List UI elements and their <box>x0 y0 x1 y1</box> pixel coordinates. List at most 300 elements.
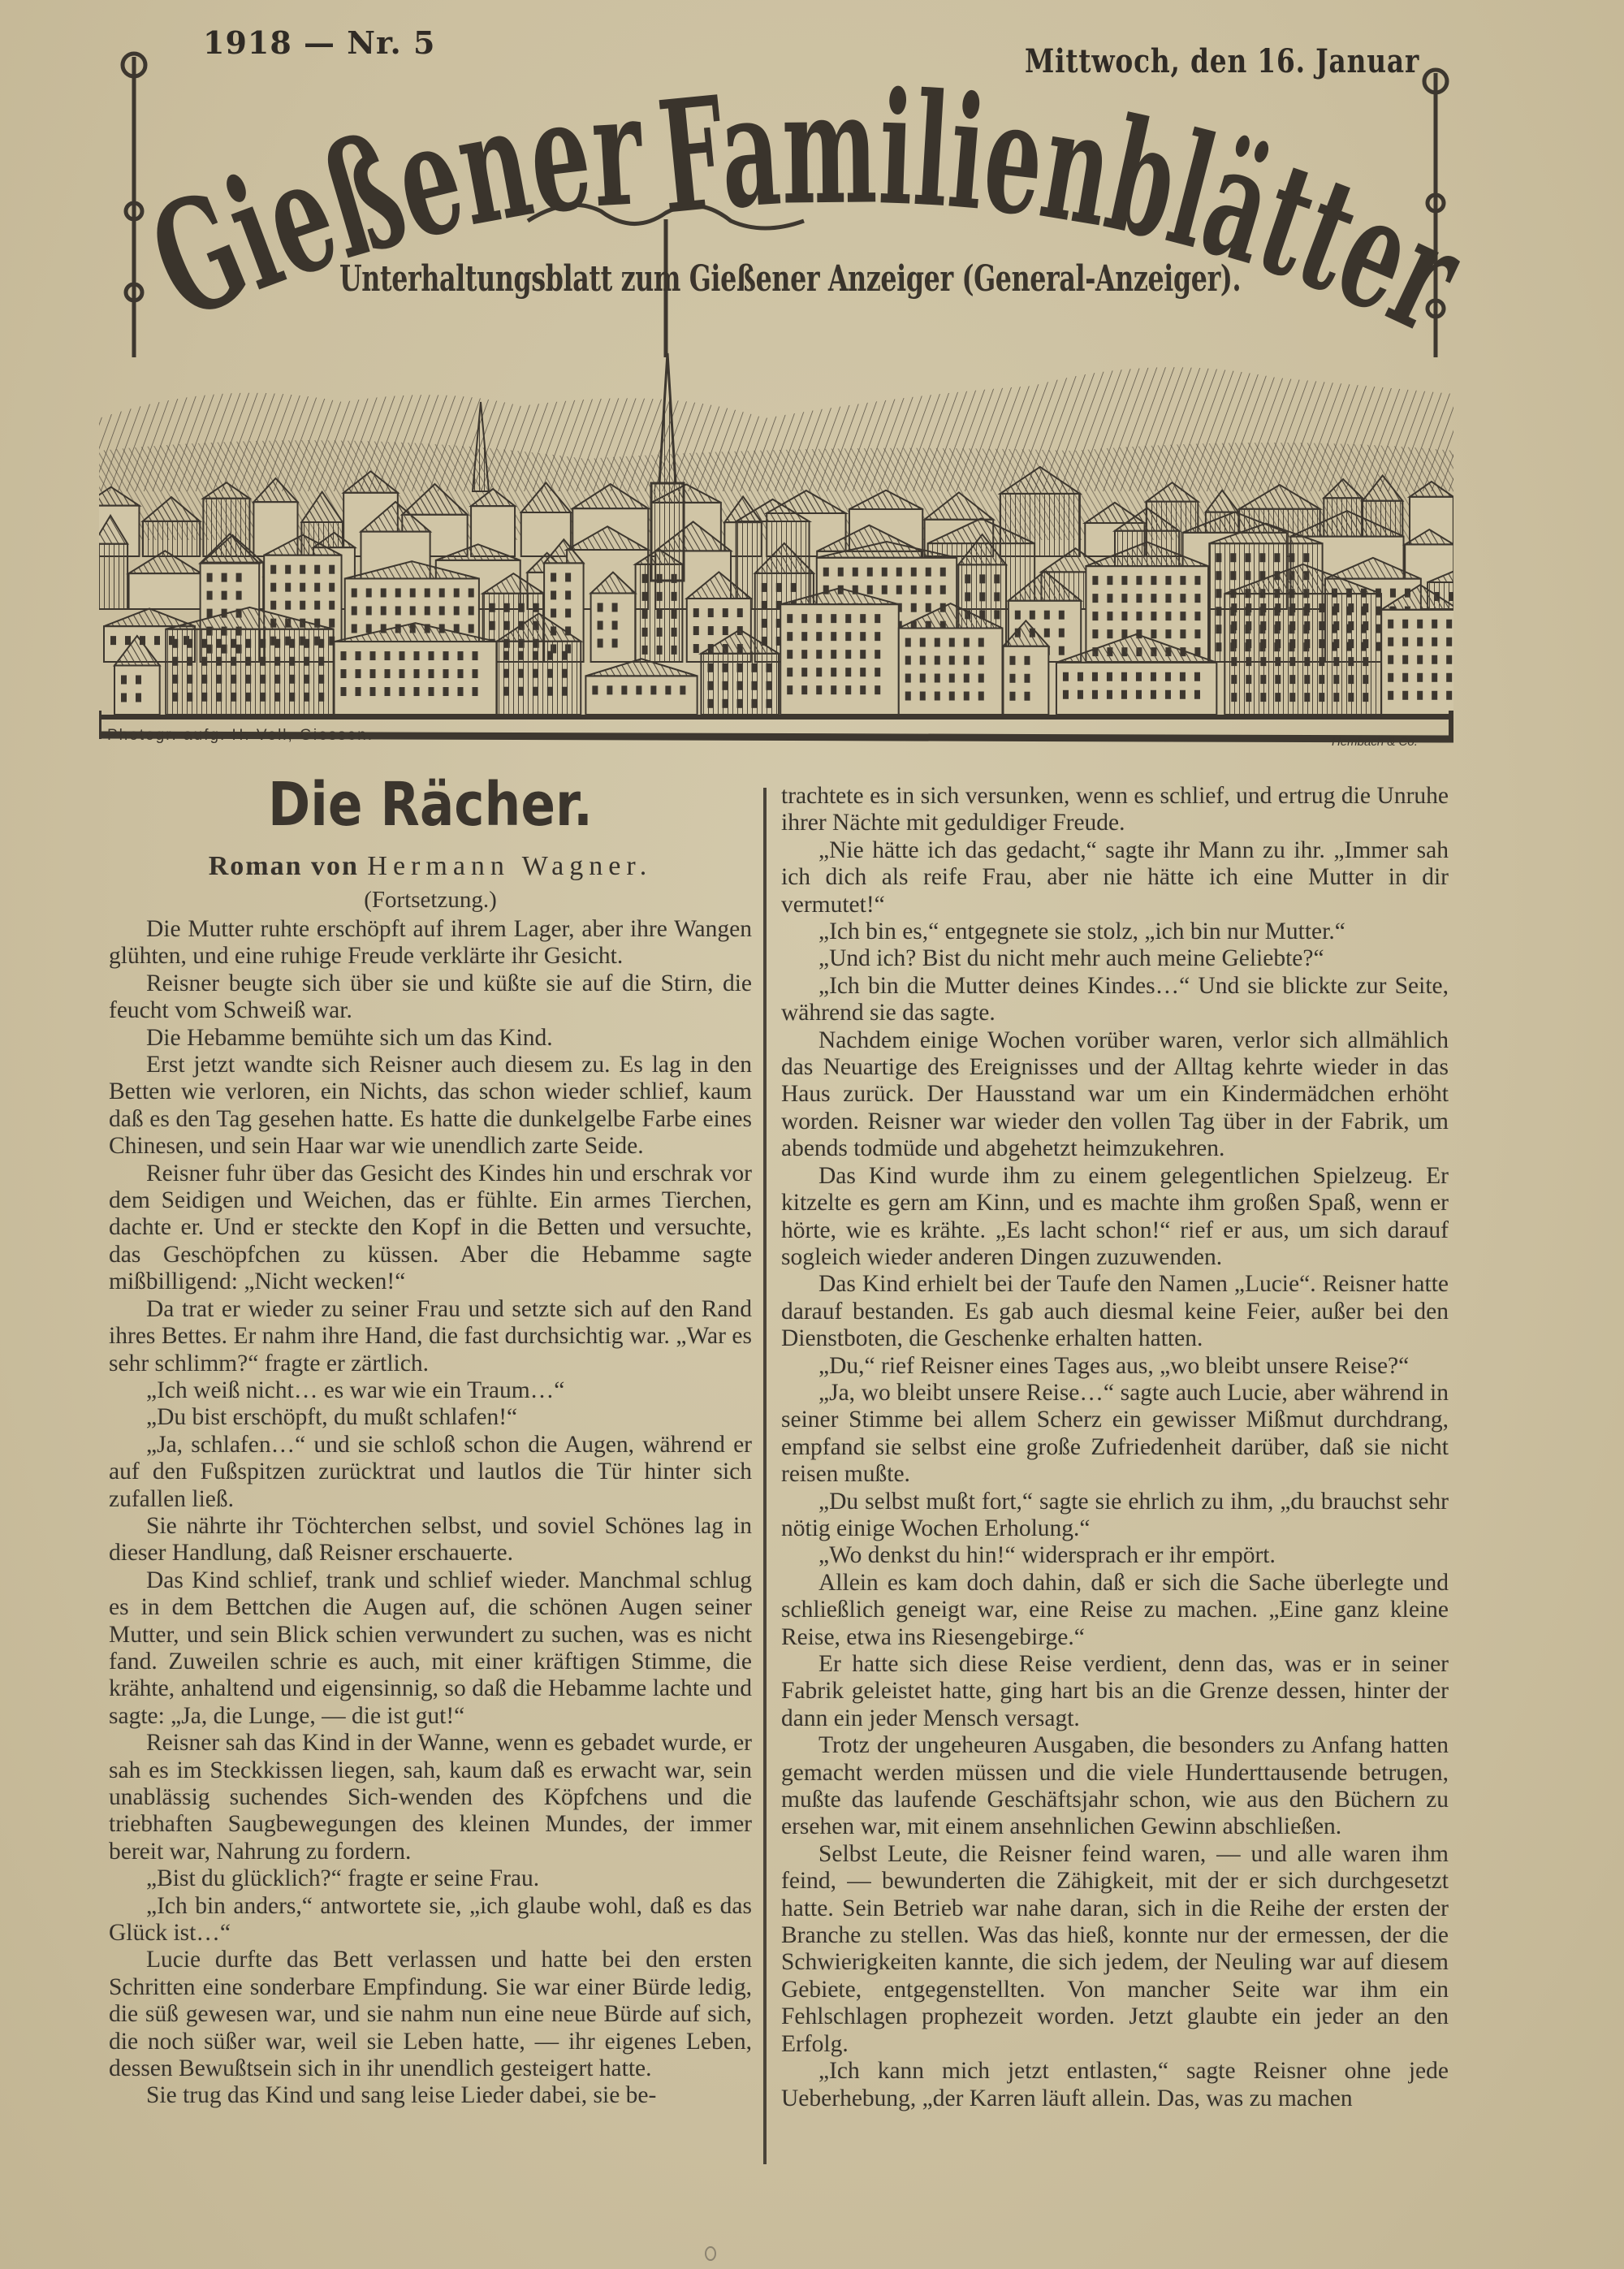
paragraph: Reisner beugte sich über sie und küßte sie auf die Stirn, die feucht vom Schweiß war. <box>109 970 752 1024</box>
building-window <box>708 608 714 617</box>
building-window <box>384 669 390 678</box>
building-window <box>1230 553 1236 562</box>
building-window <box>1289 657 1295 666</box>
building-window <box>867 586 873 594</box>
column-divider <box>763 788 767 2164</box>
building-window <box>369 669 375 678</box>
building-window <box>399 687 404 696</box>
building-window <box>657 628 663 637</box>
building-window <box>187 675 192 684</box>
building-window <box>245 639 251 648</box>
building-window <box>612 638 618 647</box>
building-window <box>1333 657 1339 666</box>
building-window <box>1121 576 1127 585</box>
building-window <box>439 588 445 597</box>
building-window <box>1260 639 1266 648</box>
building-window <box>882 568 888 577</box>
building-window <box>762 583 767 592</box>
building-window <box>940 568 946 577</box>
building-window <box>1121 690 1127 699</box>
building-window <box>1092 612 1098 620</box>
article-byline <box>109 851 752 882</box>
building-window <box>964 692 970 701</box>
byline-prefix: Roman von <box>208 851 359 881</box>
building-window <box>136 675 141 684</box>
building-window <box>1151 612 1156 620</box>
building-window <box>657 646 663 655</box>
building-window <box>355 687 361 696</box>
building-window <box>1165 576 1171 585</box>
building-window <box>1260 675 1266 684</box>
building-window <box>1136 594 1142 603</box>
building-window <box>875 614 880 623</box>
building-window <box>1304 693 1310 702</box>
building-window <box>766 699 771 708</box>
building-window <box>1446 637 1452 646</box>
building-window <box>1446 655 1452 664</box>
building-window <box>216 675 222 684</box>
building-window <box>1319 675 1324 684</box>
building-window <box>1216 625 1221 633</box>
building-window <box>1432 637 1437 646</box>
building-window <box>831 650 836 659</box>
building-window <box>693 644 699 653</box>
building-window <box>1092 594 1098 603</box>
building-window <box>1165 612 1171 620</box>
building-window <box>816 614 822 623</box>
building-window <box>1417 691 1423 700</box>
building-window <box>845 650 851 659</box>
building-window <box>504 603 510 612</box>
building-window <box>642 610 648 619</box>
building-window <box>562 669 568 678</box>
building-window <box>285 565 291 574</box>
building-window <box>1216 642 1221 651</box>
building-window <box>636 685 641 694</box>
building-window <box>503 669 509 678</box>
building-window <box>766 663 771 672</box>
building-window <box>472 669 477 678</box>
building-window <box>399 669 404 678</box>
building-window <box>1107 612 1112 620</box>
building-window <box>831 614 836 623</box>
building-window <box>1363 675 1368 684</box>
building-window <box>547 669 553 678</box>
building <box>99 544 127 609</box>
building-window <box>533 669 538 678</box>
building-window <box>751 681 757 690</box>
issue-number: 1918 — Nr. 5 <box>203 24 436 61</box>
building-window <box>1275 639 1281 648</box>
building-window <box>1165 629 1171 638</box>
building-window <box>642 592 648 601</box>
building-window <box>504 621 510 630</box>
building-window <box>533 651 538 660</box>
building-window <box>355 651 361 660</box>
building-window <box>964 674 970 683</box>
paragraph: „Wo denkst du hin!“ widersprach er ihr empört. <box>818 1542 1276 1569</box>
building-window <box>366 588 372 597</box>
building <box>143 521 200 556</box>
author-name: Hermann Wagner. <box>367 851 653 881</box>
building-window <box>920 692 926 701</box>
building-window <box>672 610 677 619</box>
building-window <box>787 632 793 641</box>
building-window <box>340 651 346 660</box>
building-window <box>1388 637 1393 646</box>
building-window <box>443 651 448 660</box>
building-window <box>1092 576 1098 585</box>
building-window <box>304 657 309 666</box>
building-window <box>787 650 793 659</box>
building-window <box>1231 675 1237 684</box>
building <box>129 573 201 609</box>
building-window <box>949 692 955 701</box>
building-window <box>121 675 127 684</box>
building <box>497 642 581 715</box>
building-window <box>1180 629 1186 638</box>
building-window <box>1303 553 1309 562</box>
building-window <box>1446 620 1452 629</box>
building-window <box>1304 675 1310 684</box>
building-window <box>1078 690 1083 699</box>
building-window <box>1246 621 1251 630</box>
paragraph: Selbst Leute, die Reisner feind waren, — und alle waren ihm feind, — bewunderten die Zähigkeit, mit der er sich durchgesetzt hatte. Sein Betrieb war nahe daran, sich in die Reihe der ersten der Branche zu stellen. Was das hieß, konnte nur der ermessen, der die Schwierigkeiten kannte, die sich jedem, der Neuling war auf diesem Gebiete, entgegenstellten. Von mancher Seite war ihm ein Fehlschlagen prophezeit worden. Jetzt glaubte ein jeder an den Erfolg. <box>781 1840 1449 2057</box>
building-window <box>1024 692 1030 701</box>
building-window <box>304 639 309 648</box>
building-window <box>187 657 192 666</box>
building-window <box>707 699 713 708</box>
building-window <box>831 685 836 694</box>
building-window <box>518 651 524 660</box>
building-window <box>1348 603 1354 612</box>
building-window <box>1151 672 1156 681</box>
building-window <box>1194 576 1200 585</box>
building-window <box>443 687 448 696</box>
article-title: Die Rächer. <box>268 770 593 840</box>
building-window <box>231 657 236 666</box>
paragraph: trachtete es in sich versunken, wenn es schlief, und ertrug die Unruhe ihrer Nächte mit geduldiger Freude. <box>781 783 1449 836</box>
paragraph: Nachdem einige Wochen vorüber waren, verlor sich allmählich das Neuartige des Ereignisses und der Alltag kehrte wieder in das Haus zurück. Der Hausstand war um ein Kindermädchen erhöht worden. Reisner war wieder den vollen Tag über in der Fabrik, um abends todmüde und abgehetzt heimzukehren. <box>781 1026 1449 1162</box>
building-window <box>1136 612 1142 620</box>
building-window <box>1259 553 1265 562</box>
building-window <box>428 669 434 678</box>
building-window <box>751 699 757 708</box>
building-window <box>1319 639 1324 648</box>
building-window <box>665 685 671 694</box>
building-window <box>905 656 911 665</box>
building-window <box>642 574 648 583</box>
building-window <box>439 606 445 615</box>
building-window <box>751 663 757 672</box>
building-window <box>1044 629 1050 637</box>
building-window <box>503 687 509 696</box>
building-window <box>1151 594 1156 603</box>
building-window <box>1432 620 1437 629</box>
paragraph: Er hatte sich diese Reise verdient, denn das, was er in seiner Fabrik geleistet hatte, ging hart bis an die Grenze dessen, hinter der dann ein jeder Mensch versagt. <box>781 1651 1449 1731</box>
building-window <box>300 601 305 610</box>
building-window <box>979 574 985 583</box>
paragraph: „Ich weiß nicht… es war wie ein Traum…“ <box>146 1377 565 1403</box>
building-window <box>1121 672 1127 681</box>
building-window <box>352 588 357 597</box>
building-window <box>1246 693 1251 702</box>
building-window <box>831 632 836 641</box>
building-window <box>1446 673 1452 682</box>
building-window <box>457 651 463 660</box>
building-window <box>994 574 1000 583</box>
building-window <box>860 614 866 623</box>
building-window <box>1121 612 1127 620</box>
building-window <box>816 668 822 676</box>
building-window <box>472 687 477 696</box>
building-window <box>1180 612 1186 620</box>
building-window <box>1363 693 1368 702</box>
building-window <box>201 693 207 702</box>
continuation-note: (Fortsetzung.) <box>364 887 497 913</box>
building-window <box>920 656 926 665</box>
building-window <box>565 608 571 617</box>
building-window <box>1165 690 1171 699</box>
building-window <box>274 657 280 666</box>
building-window <box>395 588 401 597</box>
engraver-credit: Hembach & Co. <box>1332 735 1418 749</box>
building-window <box>270 601 276 610</box>
building-window <box>1417 637 1423 646</box>
building-window <box>1107 690 1112 699</box>
building-window <box>381 606 387 615</box>
building-window <box>503 651 509 660</box>
building-window <box>551 608 556 617</box>
building-window <box>547 687 553 696</box>
building-window <box>1417 673 1423 682</box>
building-window <box>454 606 460 615</box>
building-window <box>1165 594 1171 603</box>
building-window <box>245 693 251 702</box>
building-window <box>926 586 931 594</box>
building-window <box>340 669 346 678</box>
paragraph: Erst jetzt wandte sich Reisner auch diesem zu. Es lag in den Betten wie verloren, ein Nichts, das schon wieder schlief, kaum daß es den Tag gesehen hatte. Es hatte die dunkelgelbe Farbe eines Chinesen, und sein Haar war wie unendlich zarte Seide. <box>109 1052 752 1160</box>
building-window <box>1348 693 1354 702</box>
building-window <box>845 685 851 694</box>
building-window <box>260 639 266 648</box>
building-window <box>443 669 448 678</box>
building-window <box>736 663 742 672</box>
building-window <box>231 675 236 684</box>
paragraph: Das Kind wurde ihm zu einem gelegentlichen Spielzeug. Er kitzelte es gern am Kinn, und es machte ihm großen Spaß, wenn er hörte, wie es krähte. „Es lacht schon!“ rief er aus, um sich darauf sogleich wieder anderen Dingen zuzuwenden. <box>781 1162 1449 1270</box>
building-window <box>425 606 430 615</box>
building-window <box>1388 673 1393 682</box>
building-window <box>1015 611 1021 620</box>
building-window <box>1059 629 1065 637</box>
building-window <box>1180 594 1186 603</box>
building-window <box>270 583 276 592</box>
building-window <box>949 656 955 665</box>
building-window <box>231 693 236 702</box>
building-window <box>875 668 880 676</box>
building-window <box>722 699 728 708</box>
building-window <box>672 592 677 601</box>
building-window <box>1059 611 1065 620</box>
building-window <box>472 651 477 660</box>
building-window <box>1388 691 1393 700</box>
building-window <box>314 565 320 574</box>
building-window <box>1231 657 1237 666</box>
building-window <box>845 632 851 641</box>
building-window <box>1194 629 1200 638</box>
masthead-title-part1: Gießener <box>127 56 679 355</box>
building-window <box>469 624 474 633</box>
building-window <box>801 632 807 641</box>
building-roof <box>104 608 195 626</box>
building-window <box>723 608 728 617</box>
building-window <box>1449 592 1453 601</box>
building-window <box>300 565 305 574</box>
paragraph: Die Hebamme bemühte sich um das Kind. <box>146 1024 553 1051</box>
building-window <box>801 614 807 623</box>
building-window <box>911 603 917 612</box>
building-window <box>1107 629 1112 638</box>
building-window <box>816 632 822 641</box>
building-window <box>1246 639 1251 648</box>
building-window <box>136 693 141 702</box>
building-window <box>875 685 880 694</box>
building-window <box>1275 693 1281 702</box>
building-window <box>1275 621 1281 630</box>
building-window <box>201 675 207 684</box>
building-window <box>707 663 713 672</box>
building-window <box>1009 692 1015 701</box>
city-panorama-illustration <box>99 329 1453 751</box>
building-window <box>1289 639 1295 648</box>
building-window <box>1275 657 1281 666</box>
building-window <box>920 674 926 683</box>
building-window <box>911 568 917 577</box>
building-window <box>896 586 902 594</box>
building-window <box>1245 571 1250 580</box>
building-window <box>949 638 955 647</box>
building-window <box>245 657 251 666</box>
building-window <box>329 565 335 574</box>
building-window <box>762 601 767 610</box>
building-window <box>801 685 807 694</box>
building-window <box>708 626 714 635</box>
building-window <box>1348 639 1354 648</box>
building-window <box>1363 639 1368 648</box>
building-window <box>860 650 866 659</box>
building-window <box>1194 594 1200 603</box>
paragraph: „Ich bin es,“ entgegnete sie stolz, „ich bin nur Mutter.“ <box>818 918 1345 945</box>
building-window <box>723 626 728 635</box>
building-window <box>1260 693 1266 702</box>
building-window <box>1319 657 1324 666</box>
building-window <box>1275 675 1281 684</box>
building-window <box>1009 656 1015 665</box>
building-window <box>428 651 434 660</box>
paragraph: Da trat er wieder zu seiner Frau und setzte sich auf den Rand ihres Bettes. Er nahm ihre Hand, die fast durchsichtig war. „War es sehr schlimm?“ fragte er zärtlich. <box>109 1295 752 1377</box>
building-window <box>612 603 618 612</box>
building-window <box>1348 657 1354 666</box>
building-window <box>1063 672 1069 681</box>
building-window <box>207 609 213 618</box>
building-window <box>172 675 178 684</box>
building-window <box>905 674 911 683</box>
building-window <box>1009 674 1015 683</box>
building-window <box>875 632 880 641</box>
building-window <box>207 573 213 582</box>
building-window <box>1092 672 1098 681</box>
building-window <box>1078 672 1083 681</box>
building-window <box>1216 589 1221 598</box>
building-window <box>1136 690 1142 699</box>
building-window <box>736 681 742 690</box>
building-window <box>366 624 372 633</box>
building-window <box>949 674 955 683</box>
building-window <box>551 590 556 599</box>
paragraph: Trotz der ungeheuren Ausgaben, die besonders zu Anfang hatten gemacht werden müssen und die viele Hunderttausende betrugen, mußte das laufende Geschäftsjahr schon, wie aus den Büchern zu ersehen war, mit einem ansehnlichen Gewinn abschließen. <box>781 1732 1449 1840</box>
building-window <box>853 568 858 577</box>
building-window <box>1231 603 1237 612</box>
building-window <box>285 601 291 610</box>
building-window <box>737 608 743 617</box>
building-window <box>766 681 771 690</box>
building-window <box>1194 612 1200 620</box>
building-window <box>1024 674 1030 683</box>
building-window <box>547 651 553 660</box>
building-window <box>1432 655 1437 664</box>
building-window <box>823 568 829 577</box>
building-window <box>978 692 984 701</box>
building-window <box>274 675 280 684</box>
building-window <box>245 675 251 684</box>
building-window <box>318 639 324 648</box>
building-window <box>787 614 793 623</box>
building-window <box>369 687 375 696</box>
masthead <box>0 0 1624 357</box>
building-window <box>329 601 335 610</box>
building-window <box>926 603 931 612</box>
building-window <box>1194 672 1200 681</box>
article-column-left <box>109 916 752 2110</box>
building-window <box>1363 603 1368 612</box>
building-window <box>490 603 495 612</box>
building-window <box>592 685 598 694</box>
building-window <box>454 588 460 597</box>
building-window <box>762 619 767 628</box>
building-window <box>1151 690 1156 699</box>
paragraph: „Ich kann mich jetzt entlasten,“ sagte Reisner ohne jede Ueberhebung, „der Karren läuft allein. Das, was zu machen <box>781 2058 1449 2111</box>
building-window <box>1107 672 1112 681</box>
paragraph: Lucie durfte das Bett verlassen und hatte bei den ersten Schritten eine sonderbare Empfindung. Sie war einer Bürde ledig, die süß gewesen war, und sie nahm nun eine neue Bürde auf sich, die noch süßer war, weil sie Leben hatte, — ihr eigenes Leben, dessen Bewußtsein sich in ihr unendlich gesteigert hatte. <box>109 1947 752 2082</box>
building-window <box>355 669 361 678</box>
building-window <box>304 693 309 702</box>
building-window <box>110 636 116 645</box>
building-window <box>801 668 807 676</box>
building-window <box>1319 621 1324 630</box>
building-window <box>519 603 525 612</box>
building-window <box>216 657 222 666</box>
building-window <box>172 657 178 666</box>
building-window <box>329 583 335 592</box>
building-window <box>911 586 917 594</box>
building-window <box>1216 607 1221 616</box>
building-window <box>1348 621 1354 630</box>
building-window <box>352 606 357 615</box>
building-window <box>1230 571 1236 580</box>
building-window <box>469 606 474 615</box>
building-window <box>1107 576 1112 585</box>
building-window <box>172 693 178 702</box>
